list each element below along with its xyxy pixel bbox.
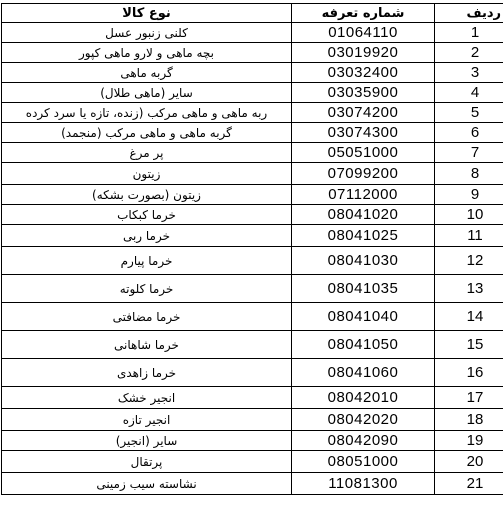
table-row xyxy=(2,225,503,247)
product-name-cell: پرتقال xyxy=(2,451,292,473)
product-name-cell: خرما ربی xyxy=(2,225,292,247)
product-name-cell: خرما کبکاب xyxy=(2,205,292,225)
table-row xyxy=(2,431,503,451)
table-row xyxy=(2,63,503,83)
tariff-code-cell: 07099200 xyxy=(292,163,435,185)
row-number-cell: 4 xyxy=(435,83,503,103)
table-row xyxy=(2,359,503,387)
table-row xyxy=(2,303,503,331)
product-name-cell: خرما کلوته xyxy=(2,275,292,303)
product-name-cell: خرما زاهدی xyxy=(2,359,292,387)
header-product-name: نوع کالا xyxy=(2,4,292,23)
tariff-code-cell: 08041025 xyxy=(292,225,435,247)
product-name-cell: پر مرغ xyxy=(2,143,292,163)
header-row xyxy=(2,4,503,23)
tariff-code-cell: 03032400 xyxy=(292,63,435,83)
tariff-code-cell: 08042010 xyxy=(292,387,435,409)
product-name-cell: خرما مضافتی xyxy=(2,303,292,331)
table-row xyxy=(2,451,503,473)
tariff-code-cell: 08041020 xyxy=(292,205,435,225)
product-name-cell: ربه ماهی و ماهی مرکب (زنده، تازه یا سرد کرده xyxy=(2,103,292,123)
row-number-cell: 12 xyxy=(435,247,503,275)
product-name-cell: زیتون (بصورت بشکه) xyxy=(2,185,292,205)
tariff-table xyxy=(1,3,503,495)
row-number-cell: 21 xyxy=(435,473,503,495)
tariff-code-cell: 03035900 xyxy=(292,83,435,103)
header-tariff-code: شماره تعرفه xyxy=(292,4,435,23)
table-row xyxy=(2,185,503,205)
row-number-cell: 5 xyxy=(435,103,503,123)
header-row-number: ردیف xyxy=(435,4,503,23)
tariff-code-cell: 08041060 xyxy=(292,359,435,387)
tariff-code-cell: 08042020 xyxy=(292,409,435,431)
row-number-cell: 1 xyxy=(435,23,503,43)
table-row xyxy=(2,275,503,303)
product-name-cell: سایر (انجیر) xyxy=(2,431,292,451)
product-name-cell: انجیر تازه xyxy=(2,409,292,431)
table-row xyxy=(2,331,503,359)
product-name-cell: گربه ماهی xyxy=(2,63,292,83)
product-name-cell: انجیر خشک xyxy=(2,387,292,409)
product-name-cell: سایر (ماهی طلال) xyxy=(2,83,292,103)
table-row xyxy=(2,163,503,185)
tariff-code-cell: 08041050 xyxy=(292,331,435,359)
tariff-code-cell: 05051000 xyxy=(292,143,435,163)
tariff-code-cell: 08041040 xyxy=(292,303,435,331)
row-number-cell: 10 xyxy=(435,205,503,225)
tariff-code-cell: 01064110 xyxy=(292,23,435,43)
tariff-code-cell: 08051000 xyxy=(292,451,435,473)
row-number-cell: 17 xyxy=(435,387,503,409)
product-name-cell: بچه ماهی و لارو ماهی کپور xyxy=(2,43,292,63)
row-number-cell: 9 xyxy=(435,185,503,205)
row-number-cell: 6 xyxy=(435,123,503,143)
table-row xyxy=(2,43,503,63)
tariff-code-cell: 08042090 xyxy=(292,431,435,451)
tariff-code-cell: 03074300 xyxy=(292,123,435,143)
product-name-cell: زیتون xyxy=(2,163,292,185)
tariff-code-cell: 07112000 xyxy=(292,185,435,205)
tariff-code-cell: 08041030 xyxy=(292,247,435,275)
row-number-cell: 2 xyxy=(435,43,503,63)
row-number-cell: 14 xyxy=(435,303,503,331)
row-number-cell: 19 xyxy=(435,431,503,451)
table-row xyxy=(2,247,503,275)
row-number-cell: 7 xyxy=(435,143,503,163)
row-number-cell: 20 xyxy=(435,451,503,473)
product-name-cell: خرما شاهانی xyxy=(2,331,292,359)
product-name-cell: نشاسته سیب زمینی xyxy=(2,473,292,495)
row-number-cell: 11 xyxy=(435,225,503,247)
tariff-code-cell: 03074200 xyxy=(292,103,435,123)
table-row xyxy=(2,205,503,225)
table-row xyxy=(2,83,503,103)
tariff-code-cell: 03019920 xyxy=(292,43,435,63)
product-name-cell: خرما پیارم xyxy=(2,247,292,275)
table-row xyxy=(2,409,503,431)
table-row xyxy=(2,23,503,43)
row-number-cell: 13 xyxy=(435,275,503,303)
row-number-cell: 15 xyxy=(435,331,503,359)
row-number-cell: 3 xyxy=(435,63,503,83)
table-row xyxy=(2,143,503,163)
tariff-code-cell: 11081300 xyxy=(292,473,435,495)
product-name-cell: کلنی زنبور عسل xyxy=(2,23,292,43)
tariff-code-cell: 08041035 xyxy=(292,275,435,303)
table-row xyxy=(2,387,503,409)
product-name-cell: گربه ماهی و ماهی مرکب (منجمد) xyxy=(2,123,292,143)
table-row xyxy=(2,123,503,143)
table-row xyxy=(2,103,503,123)
row-number-cell: 8 xyxy=(435,163,503,185)
row-number-cell: 16 xyxy=(435,359,503,387)
table-row xyxy=(2,473,503,495)
row-number-cell: 18 xyxy=(435,409,503,431)
